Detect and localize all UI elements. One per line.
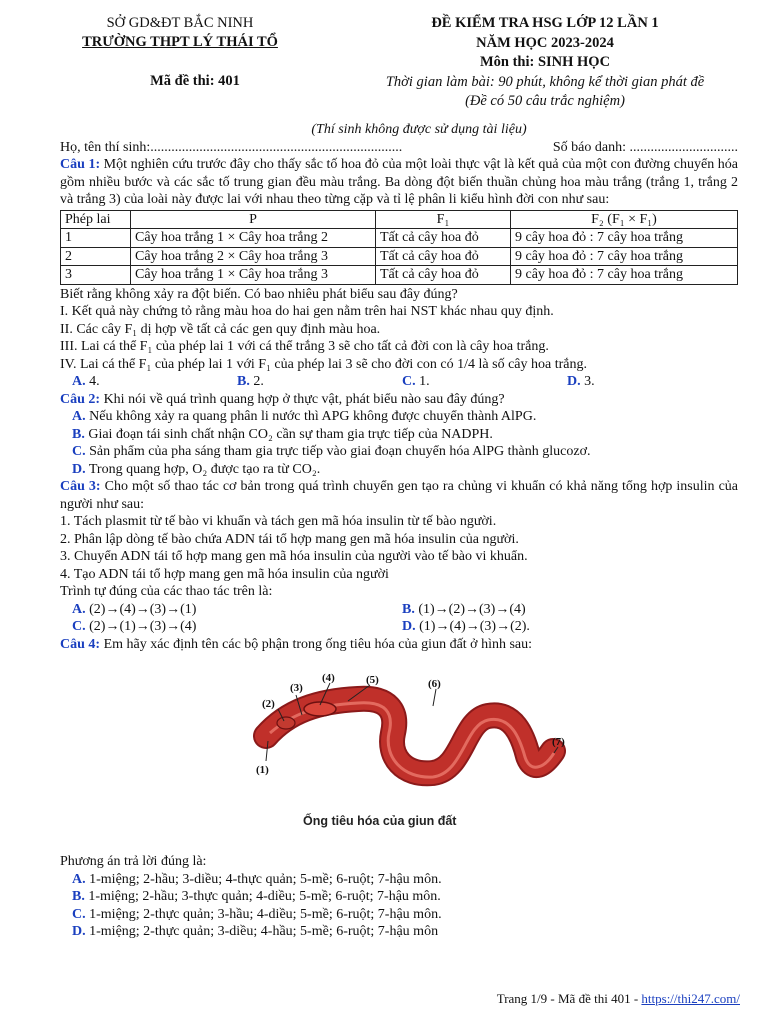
earthworm-digestive-figure — [208, 661, 608, 839]
option-a[interactable]: A. 4. — [72, 374, 100, 389]
table-cell: Cây hoa trắng 2 × Cây hoa trắng 3 — [131, 247, 376, 266]
table-cell: Cây hoa trắng 1 × Cây hoa trắng 3 — [131, 266, 376, 285]
time-limit: Thời gian làm bài: 90 phút, không kể thời gian phát đề — [385, 73, 705, 90]
page-footer — [497, 990, 740, 1008]
leader-line — [433, 689, 436, 706]
question-3 — [60, 478, 738, 513]
table-cell: 9 cây hoa đỏ : 7 cây hoa trắng — [511, 266, 738, 285]
table-cell: 1 — [61, 229, 131, 248]
exam-title: ĐỀ KIỂM TRA HSG LỚP 12 LẦN 1 — [431, 15, 659, 31]
option-b[interactable]: B. 2. — [237, 374, 264, 389]
option-d[interactable]: D. 1-miệng; 2-thực quản; 3-diều; 4-hầu; 5-mề; 6-ruột; 7-hậu môn — [72, 924, 439, 939]
table-header: F₂ (F₁ × F₁) — [511, 210, 738, 229]
figure-label: (7) — [552, 736, 565, 748]
table-row — [61, 229, 738, 248]
table-cell: 9 cây hoa đỏ : 7 cây hoa trắng — [511, 247, 738, 266]
exam-note: (Thí sinh không được sử dụng tài liệu) — [311, 122, 527, 137]
question-text: Em hãy xác định tên các bộ phận trong ống tiêu hóa của giun đất ở hình sau: — [100, 636, 533, 652]
table-cell: Cây hoa trắng 1 × Cây hoa trắng 2 — [131, 229, 376, 248]
table-cell: 2 — [61, 247, 131, 266]
table-header: P — [131, 210, 376, 229]
answer-row — [60, 601, 738, 619]
option-b[interactable]: B. 1-miệng; 2-hầu; 3-thực quản; 4-diều; 5-mề; 6-ruột; 7-hậu môn. — [72, 889, 441, 904]
candidate-number-field: Số báo danh: ............................... — [552, 139, 738, 155]
pharynx — [277, 717, 295, 729]
option-a[interactable]: A. Nếu không xảy ra quang phân li nước thì APG không được chuyển thành AlPG. — [72, 409, 537, 424]
school-name: TRƯỜNG THPT LÝ THÁI TỔ — [82, 34, 278, 50]
question-count: (Đề có 50 câu trắc nghiệm) — [465, 93, 625, 109]
earthworm-illustration — [208, 661, 608, 811]
table-cell: Tất cả cây hoa đỏ — [376, 247, 511, 266]
option-c[interactable]: C. 1-miệng; 2-thực quản; 3-hầu; 4-diều; 5-mề; 6-ruột; 7-hậu môn. — [72, 906, 442, 922]
question-stem: Phương án trả lời đúng là: — [60, 854, 207, 869]
answer-options — [60, 373, 738, 391]
question-text: Cho một số thao tác cơ bản trong quá trình chuyển gen tạo ra chủng vi khuẩn có khả năng tổng hợp insulin của người như sau: — [60, 479, 738, 512]
option-a[interactable]: A. (2)→(4)→(3)→(1) — [72, 601, 197, 617]
question-text: Một nghiên cứu trước đây cho thấy sắc tố hoa đỏ của một loài thực vật là kết quả của một con đường chuyển hóa gồm nhiều bước và các sắc tố trung gian đều màu trắng. Ba dòng đột biến thuần chủng hoa màu trắng (trắng 1, trắng 2 và trắng 3) của loài này được lai với nhau theo từng cặp và tỉ lệ phân li kiểu hình đời con như sau: — [60, 157, 739, 207]
table-row — [61, 247, 738, 266]
step: 2. Phân lập dòng tế bào chứa ADN tái tổ hợp mang gen mã hóa insulin của người. — [60, 531, 519, 547]
candidate-info — [60, 139, 738, 157]
option-b[interactable]: B. Giai đoạn tái sinh chất nhận CO₂ cần sự tham gia trực tiếp của NADPH. — [72, 426, 493, 442]
figure-label: (2) — [262, 698, 275, 710]
option-d[interactable]: D. (1)→(4)→(3)→(2). — [402, 619, 530, 634]
answer-row — [60, 618, 738, 636]
figure-label: (5) — [366, 674, 379, 686]
statement: II. Các cây F₁ dị hợp về tất cả các gen quy định màu hoa. — [60, 321, 381, 337]
step: 4. Tạo ADN tái tổ hợp mang gen mã hóa insulin của người — [60, 566, 389, 582]
question-4 — [60, 636, 738, 654]
source-link[interactable]: https://thi247.com/ — [641, 991, 740, 1006]
table-header: F₁ — [376, 210, 511, 229]
exam-code: Mã đề thi: 401 — [150, 73, 240, 89]
question-label: Câu 3: — [60, 479, 101, 494]
header-left — [40, 14, 320, 91]
question-text: Khi nói về quá trình quang hợp ở thực vật, phát biểu nào sau đây đúng? — [100, 391, 505, 407]
table-cell: 3 — [61, 266, 131, 285]
question-label: Câu 1: — [60, 157, 101, 172]
option-c[interactable]: C. Sản phẩm của pha sáng tham gia trực tiếp vào giai đoạn chuyển hóa AlPG thành glucozơ. — [72, 444, 591, 459]
option-d[interactable]: D. 3. — [567, 374, 595, 389]
figure-label: (6) — [428, 678, 441, 690]
statement: I. Kết quả này chứng tỏ rằng màu hoa do hai gen nằm trên hai NST khác nhau quy định. — [60, 304, 554, 319]
table-cell: 9 cây hoa đỏ : 7 cây hoa trắng — [511, 229, 738, 248]
department-name: SỞ GD&ĐT BẮC NINH — [106, 15, 254, 31]
header-right — [330, 14, 760, 112]
cross-table — [60, 210, 738, 285]
option-b[interactable]: B. (1)→(2)→(3)→(4) — [402, 601, 526, 617]
page-number: Trang 1/9 - Mã đề thi 401 - — [496, 991, 642, 1006]
step: 1. Tách plasmit từ tế bào vi khuẩn và tách gen mã hóa insulin từ tế bào người. — [60, 514, 497, 529]
question-1 — [60, 156, 738, 209]
table-header-row — [61, 210, 738, 229]
question-2 — [60, 391, 738, 409]
figure-label: (1) — [256, 764, 269, 776]
option-d[interactable]: D. Trong quang hợp, O₂ được tạo ra từ CO₂. — [72, 461, 321, 477]
step: 3. Chuyển ADN tái tổ hợp mang gen mã hóa insulin của người vào tế bào vi khuẩn. — [60, 549, 528, 564]
candidate-name-field: Họ, tên thí sinh:........................................................................ — [60, 139, 403, 155]
statement: IV. Lai cá thể F₁ của phép lai 1 với F₁ của phép lai 3 sẽ cho đời con có 1/4 là số cây hoa trắng. — [60, 356, 587, 372]
table-header: Phép lai — [61, 210, 131, 229]
question-label: Câu 4: — [60, 636, 101, 652]
question-label: Câu 2: — [60, 391, 101, 407]
figure-label: (3) — [290, 682, 303, 694]
question-stem: Biết rằng không xảy ra đột biến. Có bao nhiêu phát biểu sau đây đúng? — [60, 286, 458, 302]
option-a[interactable]: A. 1-miệng; 2-hầu; 3-diều; 4-thực quản; 5-mề; 6-ruột; 7-hậu môn. — [72, 871, 442, 887]
option-c[interactable]: C. (2)→(1)→(3)→(4) — [72, 619, 197, 634]
exam-content — [60, 121, 738, 941]
school-year: NĂM HỌC 2023-2024 — [476, 34, 614, 51]
table-row — [61, 266, 738, 285]
table-cell: Tất cả cây hoa đỏ — [376, 229, 511, 248]
figure-caption: Ống tiêu hóa của giun đất — [303, 814, 457, 828]
figure-label: (4) — [322, 672, 335, 684]
table-cell: Tất cả cây hoa đỏ — [376, 266, 511, 285]
option-c[interactable]: C. 1. — [402, 374, 430, 389]
question-stem: Trình tự đúng của các thao tác trên là: — [60, 584, 273, 599]
subject: Môn thi: SINH HỌC — [479, 54, 611, 70]
statement: III. Lai cá thể F₁ của phép lai 1 với cá thể trắng 3 sẽ cho tất cả đời con là cây hoa trắng. — [60, 339, 549, 354]
